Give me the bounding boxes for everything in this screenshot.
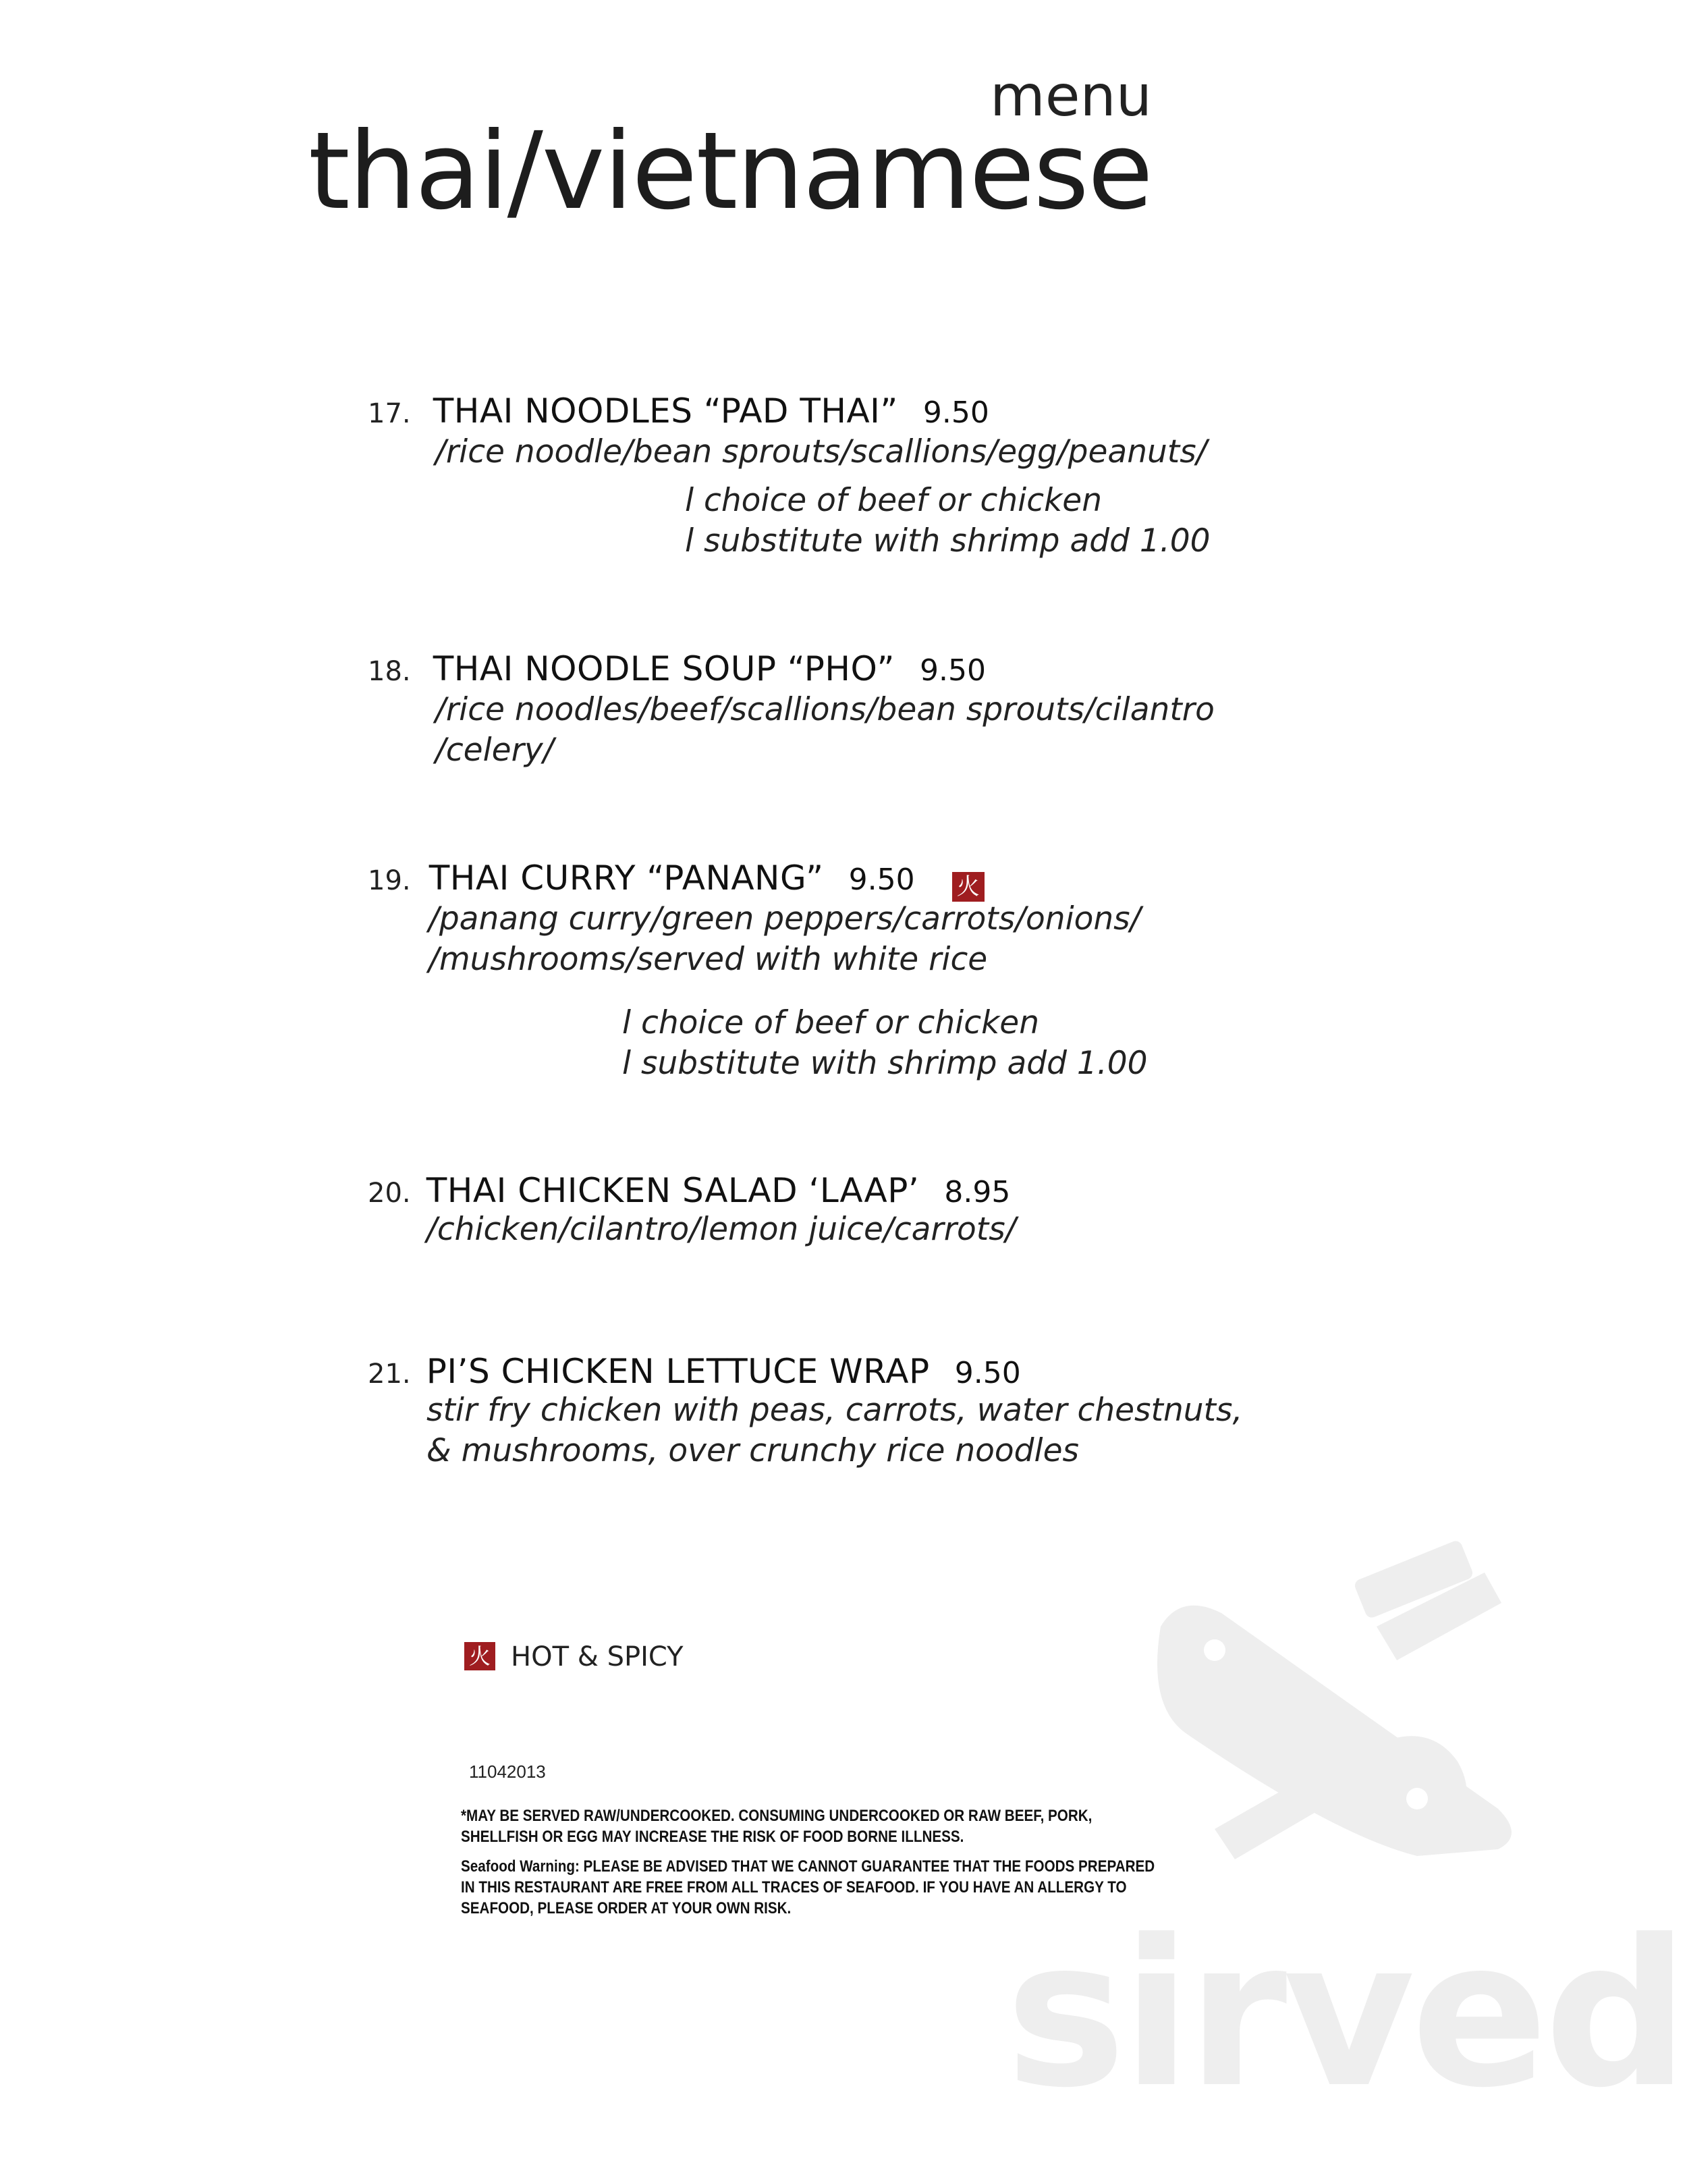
menu-item-18-heading <box>368 649 986 688</box>
disclaimer-line: *MAY BE SERVED RAW/UNDERCOOKED. CONSUMING UNDERCOOKED OR RAW BEEF, PORK, <box>461 1807 1093 1825</box>
hot-spicy-icon: 火 <box>952 872 985 902</box>
item-note: l choice of beef or chicken <box>685 482 1102 519</box>
knife-fork-logo-icon <box>1134 1539 1539 1930</box>
disclaimer-line: Seafood Warning: PLEASE BE ADVISED THAT WE CANNOT GUARANTEE THAT THE FOODS PREPARED <box>461 1857 1155 1876</box>
item-price: 9.50 <box>954 1356 1021 1390</box>
item-description: /chicken/cilantro/lemon juice/carrots/ <box>426 1211 1016 1248</box>
item-name: THAI NOODLES “PAD THAI” <box>433 391 898 431</box>
menu-label: menu <box>990 63 1152 129</box>
menu-code: 11042013 <box>469 1762 546 1782</box>
item-price: 9.50 <box>922 395 989 430</box>
item-name: THAI NOODLE SOUP “PHO” <box>433 649 895 688</box>
menu-item-20-heading <box>368 1171 1010 1210</box>
item-description: /rice noodles/beef/scallions/bean sprouts/cilantro <box>435 691 1215 728</box>
menu-item-19-heading <box>368 858 985 902</box>
hot-spicy-legend-label: HOT & SPICY <box>511 1641 684 1672</box>
item-number: 20. <box>368 1178 411 1209</box>
item-name: THAI CURRY “PANANG” <box>428 858 824 898</box>
disclaimer-line: SHELLFISH OR EGG MAY INCREASE THE RISK OF FOOD BORNE ILLNESS. <box>461 1828 964 1846</box>
item-note: l substitute with shrimp add 1.00 <box>622 1045 1148 1082</box>
hot-spicy-legend-icon: 火 <box>464 1642 495 1670</box>
item-number: 19. <box>368 865 411 896</box>
item-description: /celery/ <box>435 732 554 769</box>
item-note: l substitute with shrimp add 1.00 <box>685 522 1211 559</box>
item-number: 18. <box>368 656 411 687</box>
item-description: /panang curry/green peppers/carrots/onions/ <box>428 900 1141 937</box>
item-name: THAI CHICKEN SALAD ‘LAAP’ <box>426 1171 920 1210</box>
item-number: 17. <box>368 398 411 429</box>
page-title: thai/vietnamese <box>308 109 1152 234</box>
watermark-text: sirved <box>1005 1896 1686 2132</box>
item-description: & mushrooms, over crunchy rice noodles <box>426 1432 1079 1469</box>
item-description: /rice noodle/bean sprouts/scallions/egg/peanuts/ <box>435 433 1207 470</box>
item-note: l choice of beef or chicken <box>622 1004 1039 1041</box>
item-price: 9.50 <box>919 653 986 688</box>
menu-item-17-heading <box>368 391 989 431</box>
item-description: stir fry chicken with peas, carrots, water chestnuts, <box>426 1392 1243 1429</box>
item-price: 8.95 <box>944 1175 1011 1209</box>
disclaimer-line: IN THIS RESTAURANT ARE FREE FROM ALL TRACES OF SEAFOOD. IF YOU HAVE AN ALLERGY TO <box>461 1878 1127 1896</box>
menu-item-21-heading <box>368 1352 1021 1391</box>
item-number: 21. <box>368 1359 411 1390</box>
item-name: PI’S CHICKEN LETTUCE WRAP <box>426 1352 930 1391</box>
item-description: /mushrooms/served with white rice <box>428 941 988 978</box>
item-price: 9.50 <box>848 863 915 897</box>
disclaimer-line: SEAFOOD, PLEASE ORDER AT YOUR OWN RISK. <box>461 1899 792 1917</box>
